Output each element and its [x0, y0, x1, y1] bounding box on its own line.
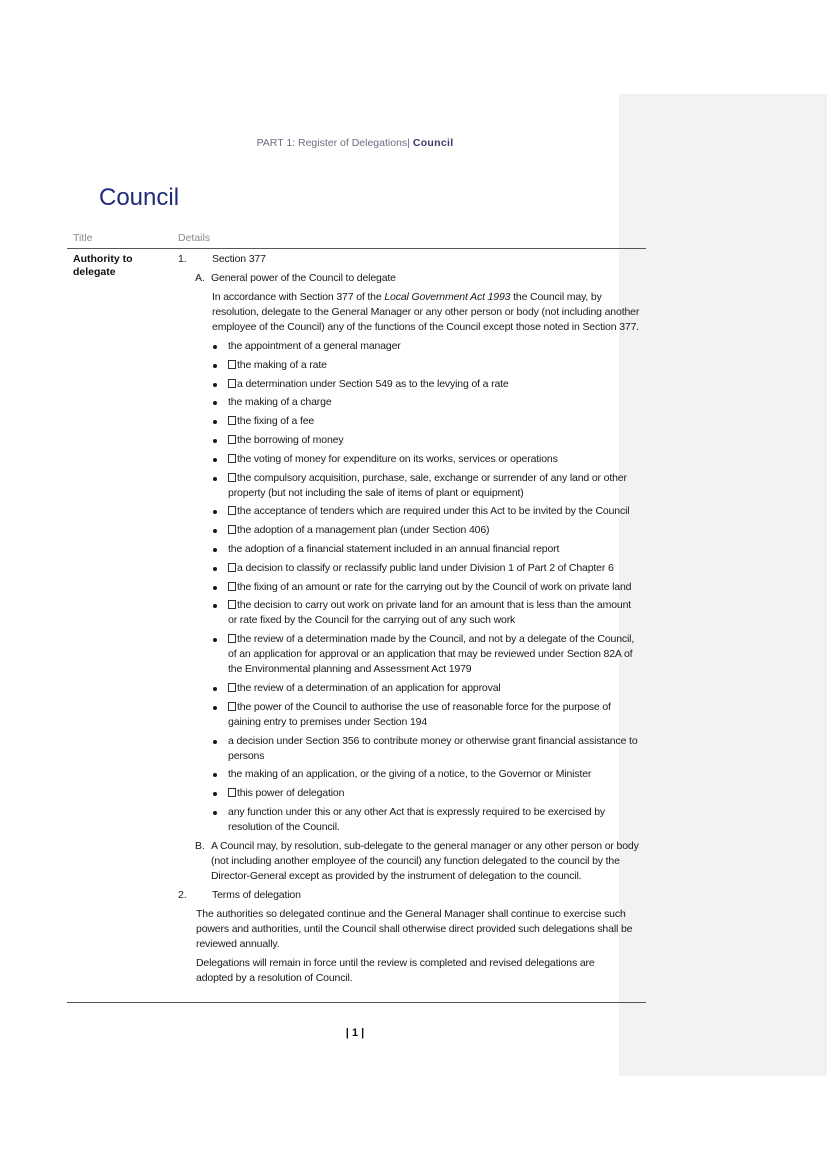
list-item: the making of an application, or the giving of a notice, to the Governor or Minister [0, 767, 638, 782]
page-number: | 1 | [345, 1027, 365, 1039]
item-2-para-2: Delegations will remain in force until the review is completed and revised delegations are adopted by a resolution of Council. [196, 956, 595, 984]
list-item: the adoption of a financial statement included in an annual financial report [0, 542, 638, 557]
checkbox-glyph-icon [228, 683, 236, 692]
checkbox-glyph-icon [228, 788, 236, 797]
table-header-rule [67, 248, 646, 249]
bullet-icon [213, 706, 217, 710]
checkbox-glyph-icon [228, 473, 236, 482]
column-header-details: Details [178, 232, 211, 244]
item-2 [0, 888, 646, 903]
bullet-icon [213, 383, 217, 387]
bullet-icon [213, 811, 217, 815]
item-1 [0, 252, 646, 267]
bullet-icon [213, 510, 217, 514]
list-item: any function under this or any other Act that is expressly required to be exercised by resolution of the Council. [0, 805, 638, 835]
list-item: the power of the Council to authorise the use of reasonable force for the purpose of gaining entry to premises under Section 194 [0, 700, 638, 730]
item-1a-heading: General power of the Council to delegate [211, 272, 396, 284]
bullet-icon [213, 458, 217, 462]
checkbox-glyph-icon [228, 379, 236, 388]
checkbox-glyph-icon [228, 454, 236, 463]
bullet-icon [213, 773, 217, 777]
details-content [0, 252, 646, 990]
bullet-icon [213, 792, 217, 796]
bullet-icon [213, 364, 217, 368]
bullet-icon [213, 420, 217, 424]
comment-margin-pane [619, 94, 827, 1076]
intro-text-pre: In accordance with Section 377 of the [212, 291, 385, 303]
item-1a-letter: A. [195, 272, 205, 284]
bullet-icon [213, 529, 217, 533]
excluded-functions-list [0, 339, 646, 835]
list-item: the fixing of a fee [0, 414, 638, 429]
item-1a-intro [212, 290, 640, 335]
item-1b [0, 839, 639, 884]
list-item: the borrowing of money [0, 433, 638, 448]
item-2-heading: Terms of delegation [212, 888, 301, 901]
checkbox-glyph-icon [228, 582, 236, 591]
item-2-para-1: The authorities so delegated continue and the General Manager shall continue to exercise such powers and authorities, until the Council shall otherwise direct provided such delegations shall be reviewed annually. [196, 907, 633, 950]
list-item: this power of delegation [0, 786, 638, 801]
list-item: a decision under Section 356 to contribute money or otherwise grant financial assistance to persons [0, 734, 638, 764]
bullet-icon [213, 604, 217, 608]
item-1a [0, 271, 639, 286]
checkbox-glyph-icon [228, 416, 236, 425]
item-1-number: 1. [178, 253, 187, 265]
header-prefix: PART 1: Register of Delegations| [256, 137, 410, 149]
list-item: the fixing of an amount or rate for the carrying out by the Council of work on private land [0, 580, 638, 595]
list-item: the decision to carry out work on private land for an amount that is less than the amount or rate fixed by the Council for the carrying out of any such work [0, 598, 638, 628]
bullet-icon [213, 638, 217, 642]
bullet-icon [213, 401, 217, 405]
checkbox-glyph-icon [228, 634, 236, 643]
checkbox-glyph-icon [228, 435, 236, 444]
list-item: the adoption of a management plan (under Section 406) [0, 523, 638, 538]
bullet-icon [213, 740, 217, 744]
bullet-icon [213, 477, 217, 481]
row-title: Authority to delegate [73, 253, 133, 278]
bullet-icon [213, 345, 217, 349]
checkbox-glyph-icon [228, 600, 236, 609]
checkbox-glyph-icon [228, 702, 236, 711]
bullet-icon [213, 586, 217, 590]
item-1-heading: Section 377 [212, 253, 266, 265]
list-item: the making of a charge [0, 395, 638, 410]
list-item: the review of a determination of an application for approval [0, 681, 638, 696]
running-header [0, 137, 710, 149]
item-1b-letter: B. [195, 839, 205, 852]
table-bottom-rule [67, 1002, 646, 1003]
list-item: a determination under Section 549 as to the levying of a rate [0, 377, 638, 392]
list-item: the appointment of a general manager [0, 339, 638, 354]
intro-act-name: Local Government Act 1993 [384, 291, 511, 303]
item-2-number: 2. [178, 888, 187, 901]
intro-text-post: the Council may, by resolution, delegate to the General Manager or any other person or body (not including another employee of the Council) any of the functions of the Council except those noted in Section 377. [212, 291, 640, 333]
list-item: the voting of money for expenditure on its works, services or operations [0, 452, 638, 467]
checkbox-glyph-icon [228, 506, 236, 515]
header-section: Council [412, 137, 454, 149]
list-item: a decision to classify or reclassify public land under Division 1 of Part 2 of Chapter 6 [0, 561, 638, 576]
bullet-icon [213, 567, 217, 571]
bullet-icon [213, 687, 217, 691]
checkbox-glyph-icon [228, 525, 236, 534]
list-item: the making of a rate [0, 358, 638, 373]
list-item: the compulsory acquisition, purchase, sale, exchange or surrender of any land or other property (but not including the sale of items of plant or equipment) [0, 471, 638, 501]
bullet-icon [213, 439, 217, 443]
column-header-title: Title [73, 232, 93, 244]
page-title: Council [99, 184, 180, 211]
item-1b-text: A Council may, by resolution, sub-delegate to the general manager or any other person or body (not including another employee of the council) any function delegated to the council by the Director-General except as provided by the instrument of delegation to the council. [211, 839, 639, 882]
list-item: the review of a determination made by the Council, and not by a delegate of the Council, of an application for approval or an application that may be reviewed under Section 82A of the Environmental planning and Assessment Act 1979 [0, 632, 638, 677]
list-item: the acceptance of tenders which are required under this Act to be invited by the Council [0, 504, 638, 519]
checkbox-glyph-icon [228, 360, 236, 369]
bullet-icon [213, 548, 217, 552]
checkbox-glyph-icon [228, 563, 236, 572]
